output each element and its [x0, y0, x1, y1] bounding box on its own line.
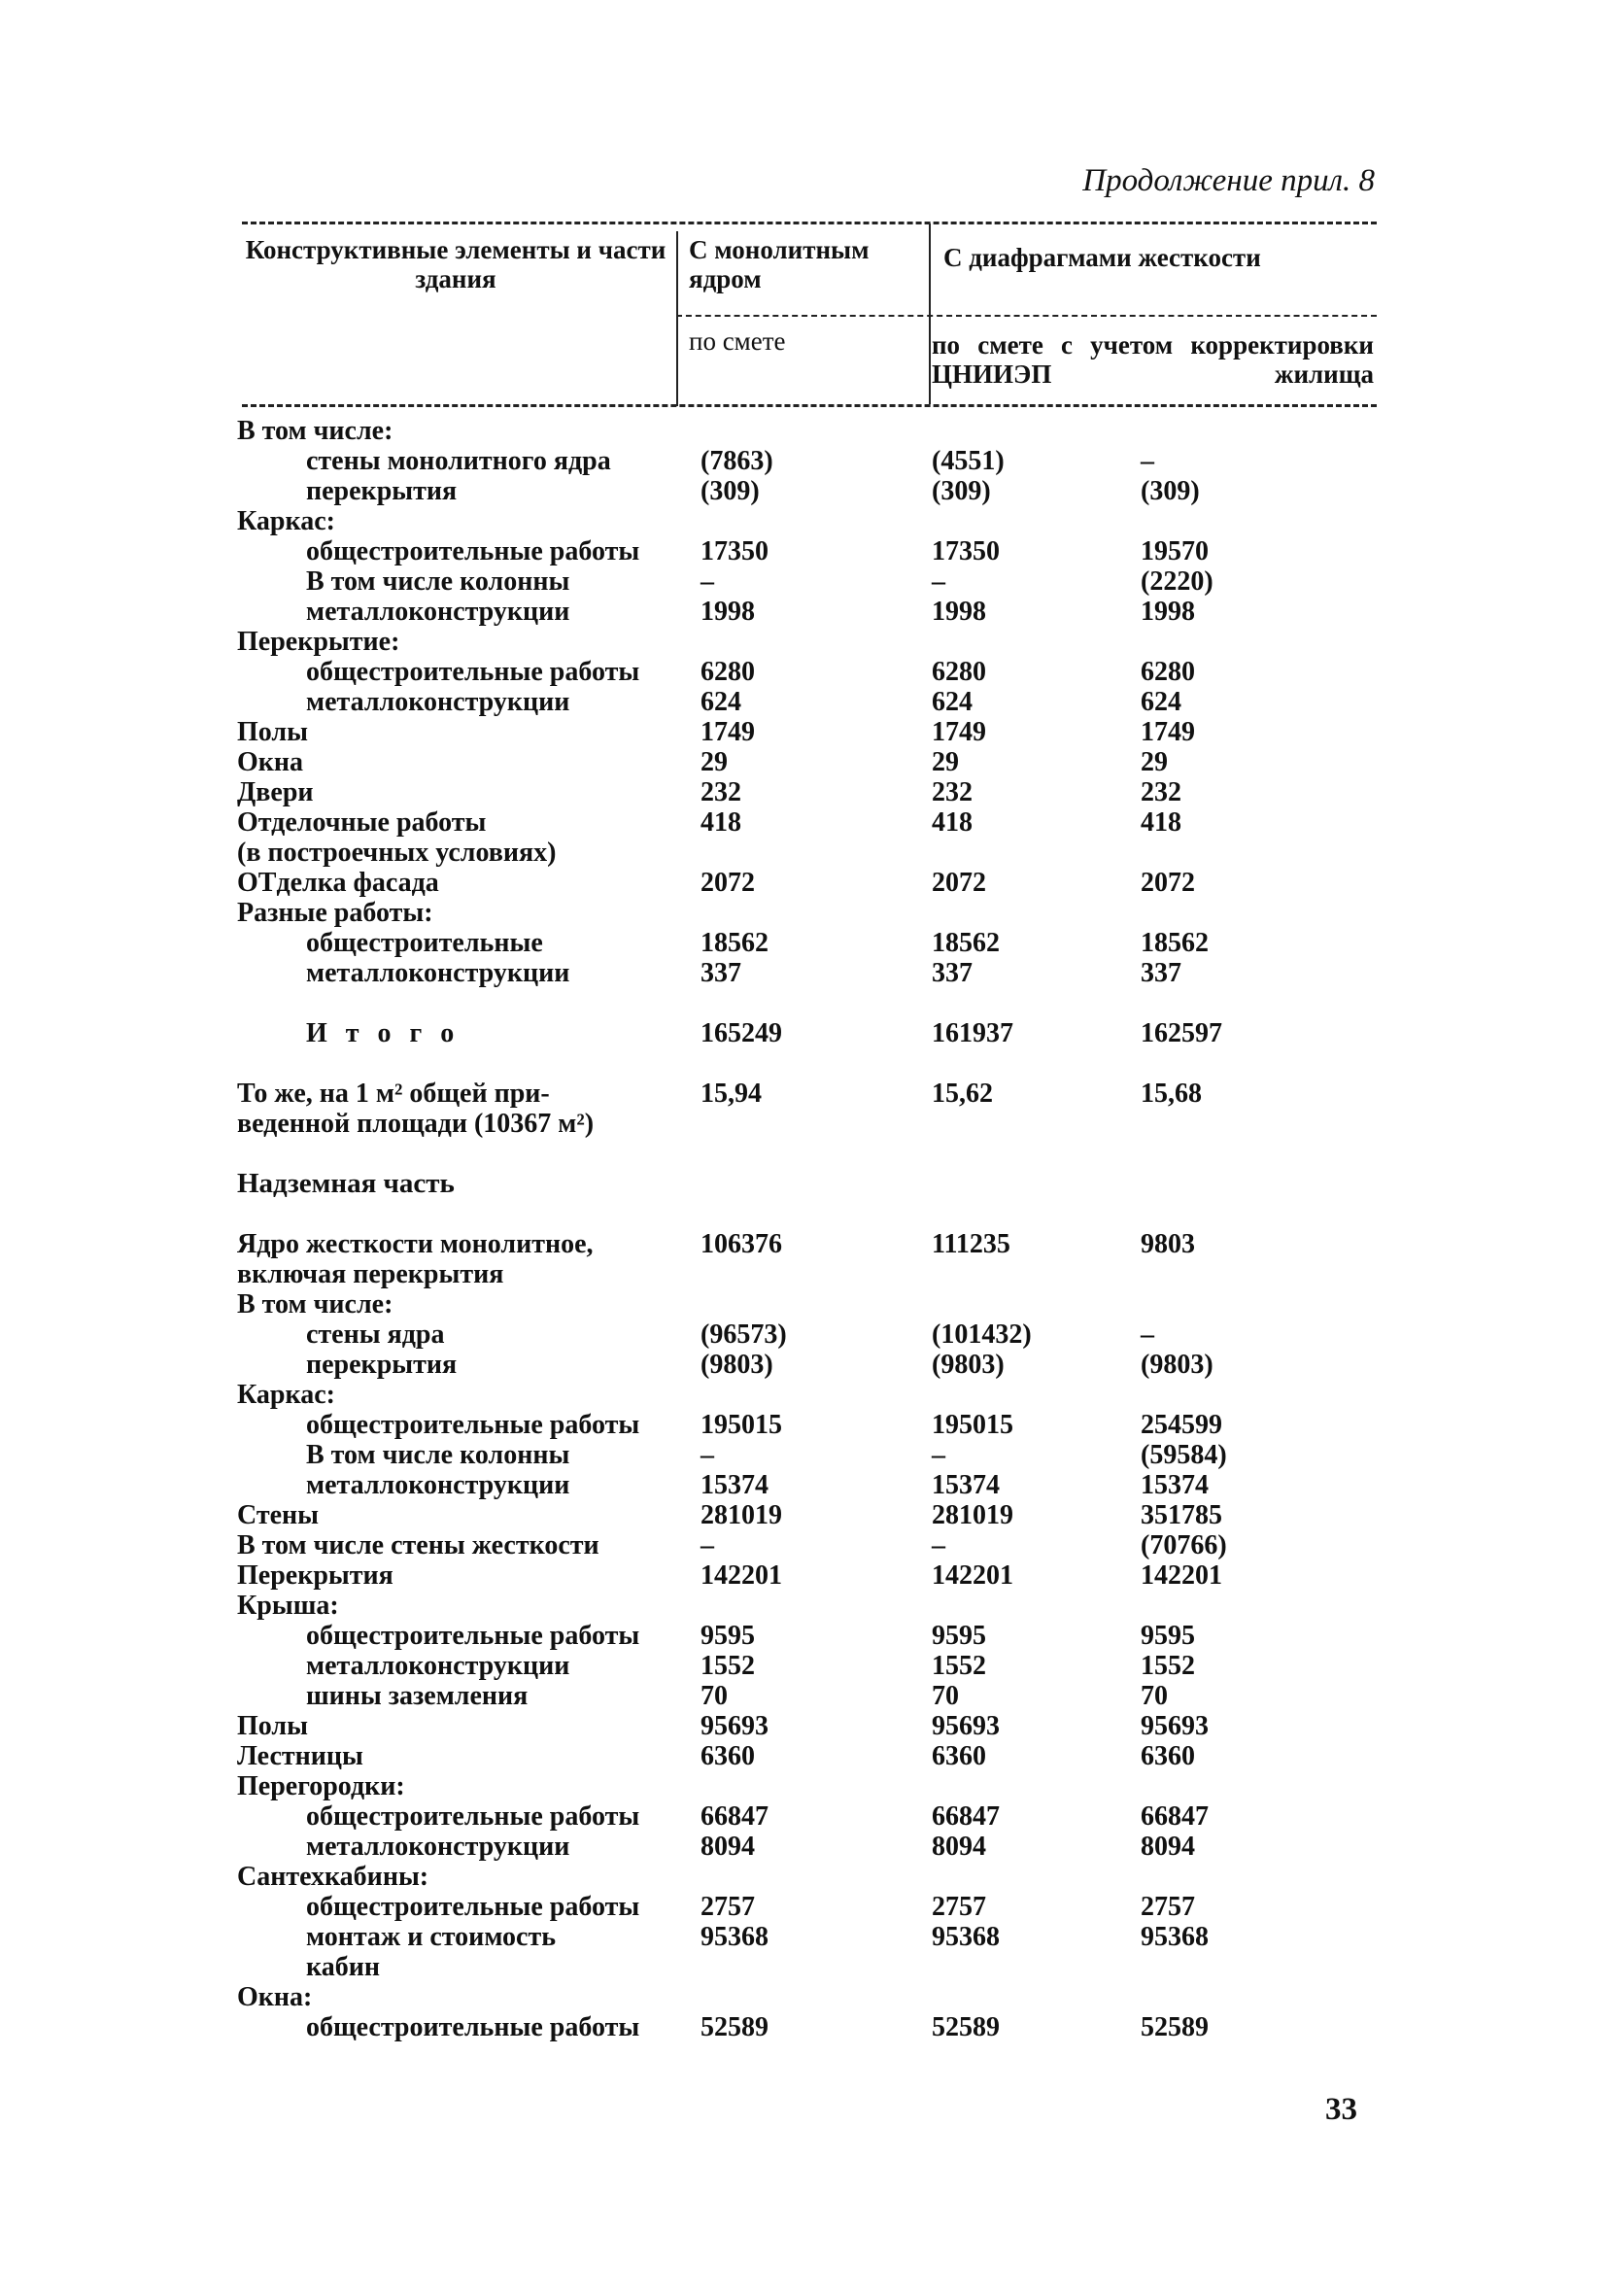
header-top-rule — [242, 222, 1377, 224]
table-row — [237, 1651, 1384, 1681]
cell-core: 6280 — [700, 657, 755, 687]
cell-core: 52589 — [700, 2012, 769, 2042]
cell-corrected: 337 — [1141, 958, 1181, 988]
cell-corrected: (2220) — [1141, 566, 1213, 597]
row-label: ОТделка фасада — [237, 868, 439, 898]
section-title: Надземная часть — [237, 1168, 455, 1199]
table-row — [237, 1410, 1384, 1440]
header-divider-2 — [929, 223, 931, 404]
row-label: Лестницы — [237, 1741, 363, 1771]
cell-diaphragm: 142201 — [932, 1560, 1013, 1591]
row-label: Разные работы: — [237, 898, 433, 928]
cell-core: 15374 — [700, 1470, 769, 1500]
cell-corrected: 162597 — [1141, 1018, 1222, 1048]
cell-corrected: 95693 — [1141, 1711, 1209, 1741]
cell-corrected: (9803) — [1141, 1350, 1213, 1380]
cell-corrected: 6280 — [1141, 657, 1195, 687]
total-row — [237, 1018, 1384, 1048]
cell-diaphragm: 111235 — [932, 1229, 1010, 1259]
cell-core: – — [700, 1440, 714, 1470]
core-row-cont — [237, 1259, 1384, 1289]
row-label: шины заземления — [306, 1681, 529, 1711]
header-elements: Конструктивные элементы и части здания — [245, 235, 666, 293]
row-label: То же, на 1 м² общей при- — [237, 1079, 550, 1109]
cell-core: 2072 — [700, 868, 755, 898]
cell-diaphragm: (4551) — [932, 446, 1005, 476]
cell-corrected: 232 — [1141, 777, 1181, 807]
cell-core: 142201 — [700, 1560, 782, 1591]
cell-core: – — [700, 1530, 714, 1560]
cell-diaphragm: 29 — [932, 747, 959, 777]
cell-core: 106376 — [700, 1229, 782, 1259]
cell-diaphragm: (9803) — [932, 1350, 1005, 1380]
cell-core: 281019 — [700, 1500, 782, 1530]
row-label: включая перекрытия — [237, 1259, 504, 1289]
table-row — [237, 1319, 1384, 1350]
cell-corrected: 9595 — [1141, 1621, 1195, 1651]
cell-diaphragm: 624 — [932, 687, 973, 717]
row-label: В том числе: — [237, 1289, 393, 1319]
header-divider-1 — [676, 231, 678, 406]
table-row — [237, 1952, 1384, 1982]
table-row — [237, 807, 1384, 838]
row-label: общестроительные работы — [306, 1892, 640, 1922]
cell-diaphragm: 1552 — [932, 1651, 986, 1681]
table-row — [237, 627, 1384, 657]
cell-core: 1749 — [700, 717, 755, 747]
table-row — [237, 506, 1384, 536]
cell-corrected: 9803 — [1141, 1229, 1195, 1259]
row-label: общестроительные работы — [306, 536, 640, 566]
table-row — [237, 1771, 1384, 1801]
table-row — [237, 1922, 1384, 1952]
cell-core: 624 — [700, 687, 741, 717]
header-bottom-rule — [242, 404, 1377, 407]
row-label: В том числе колонны — [306, 566, 570, 597]
row-label: Сантехкабины: — [237, 1862, 429, 1892]
row-label: Каркас: — [237, 506, 335, 536]
cell-diaphragm: 2757 — [932, 1892, 986, 1922]
cell-diaphragm: – — [932, 566, 945, 597]
cell-core: 1998 — [700, 597, 755, 627]
cell-corrected: 66847 — [1141, 1801, 1209, 1832]
header-core-estimate: по смете — [689, 326, 786, 356]
cell-corrected: 52589 — [1141, 2012, 1209, 2042]
cell-diaphragm: 9595 — [932, 1621, 986, 1651]
cell-diaphragm: 281019 — [932, 1500, 1013, 1530]
core-row — [237, 1229, 1384, 1259]
row-label: Ядро жесткости монолитное, — [237, 1229, 594, 1259]
table-row — [237, 1621, 1384, 1651]
spacer — [237, 1199, 1384, 1229]
table-row — [237, 1440, 1384, 1470]
row-label: Отделочные работы — [237, 807, 487, 838]
cell-core: (9803) — [700, 1350, 773, 1380]
row-label: Полы — [237, 717, 308, 747]
cell-core: 232 — [700, 777, 741, 807]
cell-diaphragm: – — [932, 1530, 945, 1560]
row-label: Перегородки: — [237, 1771, 405, 1801]
row-label: монтаж и стоимость — [306, 1922, 557, 1952]
row-label: металлоконструкции — [306, 1832, 570, 1862]
row-label: Перекрытия — [237, 1560, 393, 1591]
table-row — [237, 416, 1384, 446]
row-label: В том числе колонны — [306, 1440, 570, 1470]
row-label: стены монолитного ядра — [306, 446, 611, 476]
table-row — [237, 747, 1384, 777]
row-label: общестроительные работы — [306, 657, 640, 687]
table-row — [237, 717, 1384, 747]
row-label: металлоконструкции — [306, 1651, 570, 1681]
table-row — [237, 536, 1384, 566]
row-label: (в построечных условиях) — [237, 838, 557, 868]
table-row — [237, 446, 1384, 476]
row-label: Окна — [237, 747, 304, 777]
cell-corrected: (309) — [1141, 476, 1200, 506]
table-row — [237, 1350, 1384, 1380]
cell-core: 6360 — [700, 1741, 755, 1771]
row-label: Окна: — [237, 1982, 313, 2012]
row-label: общестроительные — [306, 928, 543, 958]
header-diaphragm-estimate: по смете с учетом корректировки ЦНИИЭП жилища — [932, 330, 1374, 389]
table-body — [237, 416, 1384, 2042]
table-row — [237, 1470, 1384, 1500]
table-row — [237, 1892, 1384, 1922]
cell-core: 70 — [700, 1681, 728, 1711]
cell-corrected: 18562 — [1141, 928, 1209, 958]
cell-diaphragm: – — [932, 1440, 945, 1470]
table-row — [237, 1801, 1384, 1832]
table-row — [237, 2012, 1384, 2042]
cell-corrected: 6360 — [1141, 1741, 1195, 1771]
cell-diaphragm: 66847 — [932, 1801, 1000, 1832]
cell-core: 95368 — [700, 1922, 769, 1952]
row-label: Полы — [237, 1711, 308, 1741]
table-row — [237, 1289, 1384, 1319]
page-number: 33 — [1325, 2092, 1357, 2127]
cell-corrected: (59584) — [1141, 1440, 1227, 1470]
table-row — [237, 566, 1384, 597]
table-row — [237, 958, 1384, 988]
cell-corrected: 2757 — [1141, 1892, 1195, 1922]
table-row — [237, 1681, 1384, 1711]
cell-corrected: 1998 — [1141, 597, 1195, 627]
table-row — [237, 476, 1384, 506]
cell-corrected: 1749 — [1141, 717, 1195, 747]
header-core: С монолитным ядром — [689, 235, 870, 293]
row-label: металлоконструкции — [306, 597, 570, 627]
total-label: И т о г о — [306, 1018, 461, 1048]
table-row — [237, 928, 1384, 958]
row-label: веденной площади (10367 м²) — [237, 1109, 595, 1139]
cell-diaphragm: (101432) — [932, 1319, 1032, 1350]
spacer — [237, 988, 1384, 1018]
cell-core: 15,94 — [700, 1079, 762, 1109]
row-label: В том числе стены жесткости — [237, 1530, 599, 1560]
table-row — [237, 1982, 1384, 2012]
cell-core: 195015 — [700, 1410, 782, 1440]
cell-core: 1552 — [700, 1651, 755, 1681]
cell-corrected: – — [1141, 1319, 1154, 1350]
cell-core: 29 — [700, 747, 728, 777]
table-header — [242, 222, 1377, 406]
cell-diaphragm: 161937 — [932, 1018, 1013, 1048]
row-label: общестроительные работы — [306, 1801, 640, 1832]
cell-core: 165249 — [700, 1018, 782, 1048]
row-label: общестроительные работы — [306, 1621, 640, 1651]
table-row — [237, 1591, 1384, 1621]
cell-diaphragm: 232 — [932, 777, 973, 807]
cell-corrected: – — [1141, 446, 1154, 476]
cell-corrected: (70766) — [1141, 1530, 1227, 1560]
cell-corrected: 418 — [1141, 807, 1181, 838]
cell-core: (96573) — [700, 1319, 787, 1350]
cell-core: (7863) — [700, 446, 773, 476]
cell-diaphragm: 418 — [932, 807, 973, 838]
per-m2-row — [237, 1079, 1384, 1109]
row-label: общестроительные работы — [306, 1410, 640, 1440]
cell-core: 66847 — [700, 1801, 769, 1832]
cell-diaphragm: 1998 — [932, 597, 986, 627]
cell-diaphragm: 8094 — [932, 1832, 986, 1862]
table-row — [237, 657, 1384, 687]
section-title-row — [237, 1169, 1384, 1199]
table-row — [237, 1832, 1384, 1862]
cell-diaphragm: 195015 — [932, 1410, 1013, 1440]
cell-corrected: 95368 — [1141, 1922, 1209, 1952]
table-row — [237, 838, 1384, 868]
cell-corrected: 1552 — [1141, 1651, 1195, 1681]
cell-diaphragm: (309) — [932, 476, 991, 506]
table-row — [237, 868, 1384, 898]
cell-diaphragm: 337 — [932, 958, 973, 988]
cell-diaphragm: 95693 — [932, 1711, 1000, 1741]
cell-corrected: 2072 — [1141, 868, 1195, 898]
cell-diaphragm: 17350 — [932, 536, 1000, 566]
table-row — [237, 1380, 1384, 1410]
cell-core: 418 — [700, 807, 741, 838]
cell-core: 17350 — [700, 536, 769, 566]
header-diaphragm: С диафрагмами жесткости — [943, 243, 1261, 272]
per-m2-row-cont — [237, 1109, 1384, 1139]
cell-diaphragm: 70 — [932, 1681, 959, 1711]
cell-corrected: 142201 — [1141, 1560, 1222, 1591]
table-row — [237, 1741, 1384, 1771]
cell-corrected: 29 — [1141, 747, 1168, 777]
cell-diaphragm: 52589 — [932, 2012, 1000, 2042]
row-label: металлоконструкции — [306, 958, 570, 988]
cell-corrected: 15,68 — [1141, 1079, 1202, 1109]
cell-diaphragm: 95368 — [932, 1922, 1000, 1952]
row-label: общестроительные работы — [306, 2012, 640, 2042]
table-row — [237, 1500, 1384, 1530]
table-row — [237, 1530, 1384, 1560]
table-row — [237, 1560, 1384, 1591]
table-row — [237, 1862, 1384, 1892]
cell-diaphragm: 15374 — [932, 1470, 1000, 1500]
row-label: металлоконструкции — [306, 687, 570, 717]
row-label: Двери — [237, 777, 314, 807]
cell-diaphragm: 1749 — [932, 717, 986, 747]
cell-corrected: 351785 — [1141, 1500, 1222, 1530]
cell-core: 2757 — [700, 1892, 755, 1922]
header-mid-rule — [676, 315, 1377, 317]
cell-corrected: 254599 — [1141, 1410, 1222, 1440]
table-row — [237, 597, 1384, 627]
cell-corrected: 70 — [1141, 1681, 1168, 1711]
cell-corrected: 624 — [1141, 687, 1181, 717]
row-label: перекрытия — [306, 476, 458, 506]
row-label: Стены — [237, 1500, 320, 1530]
spacer — [237, 1048, 1384, 1079]
cell-diaphragm: 2072 — [932, 868, 986, 898]
row-label: кабин — [306, 1952, 380, 1982]
row-label: Перекрытие: — [237, 627, 400, 657]
cell-core: (309) — [700, 476, 760, 506]
spacer — [237, 1139, 1384, 1169]
row-label: Каркас: — [237, 1380, 335, 1410]
cell-core: 95693 — [700, 1711, 769, 1741]
table-row — [237, 777, 1384, 807]
cell-corrected: 19570 — [1141, 536, 1209, 566]
cell-diaphragm: 15,62 — [932, 1079, 993, 1109]
row-label: перекрытия — [306, 1350, 458, 1380]
cell-core: – — [700, 566, 714, 597]
row-label: металлоконструкции — [306, 1470, 570, 1500]
cell-diaphragm: 6360 — [932, 1741, 986, 1771]
cell-core: 9595 — [700, 1621, 755, 1651]
cell-diaphragm: 6280 — [932, 657, 986, 687]
row-label: В том числе: — [237, 416, 393, 446]
table-row — [237, 898, 1384, 928]
cell-corrected: 8094 — [1141, 1832, 1195, 1862]
cell-corrected: 15374 — [1141, 1470, 1209, 1500]
row-label: стены ядра — [306, 1319, 445, 1350]
table-row — [237, 687, 1384, 717]
cell-core: 337 — [700, 958, 741, 988]
appendix-caption: Продолжение прил. 8 — [1082, 163, 1375, 198]
cell-core: 8094 — [700, 1832, 755, 1862]
table-row — [237, 1711, 1384, 1741]
row-label: Крыша: — [237, 1591, 339, 1621]
cell-core: 18562 — [700, 928, 769, 958]
cell-diaphragm: 18562 — [932, 928, 1000, 958]
